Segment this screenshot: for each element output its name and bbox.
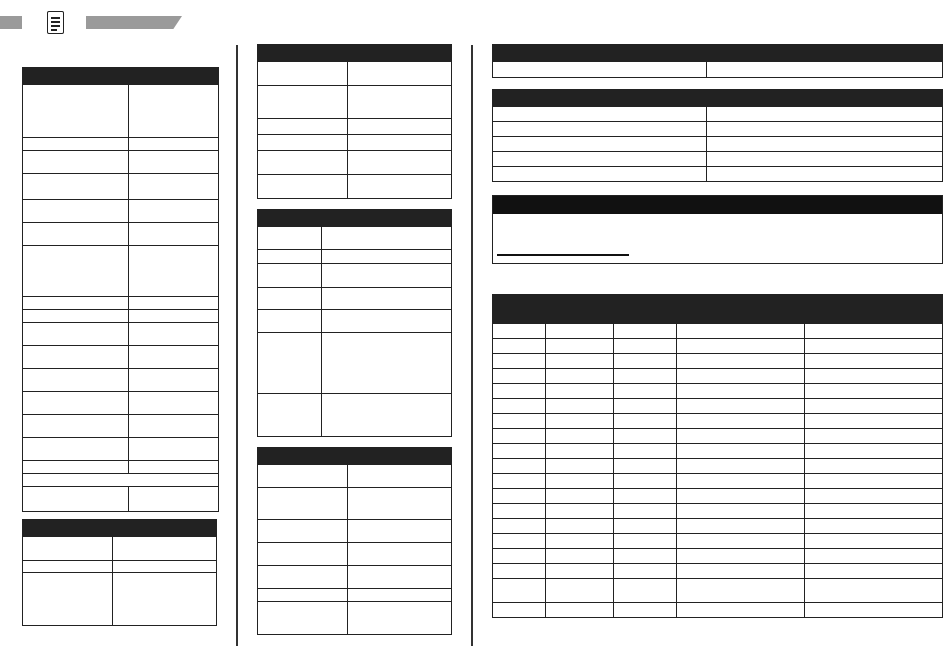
table-cell [493, 489, 546, 504]
table-cell [546, 603, 614, 618]
table-cell [493, 579, 546, 603]
table-cell [546, 474, 614, 489]
table-cell [546, 339, 614, 354]
table-cell [614, 519, 677, 534]
table-cell [805, 369, 943, 384]
table-cell [677, 414, 805, 429]
table-cell [805, 414, 943, 429]
table-cell [677, 384, 805, 399]
table-cell [677, 324, 805, 339]
table-row [493, 414, 943, 429]
table-cell [614, 324, 677, 339]
table-cell [677, 369, 805, 384]
table-cell [614, 429, 677, 444]
col2-table-b [257, 209, 452, 437]
table-cell [614, 603, 677, 618]
table-cell [805, 399, 943, 414]
table-cell [677, 459, 805, 474]
table-cell [677, 489, 805, 504]
col3-table-b [492, 89, 943, 182]
table-cell [677, 549, 805, 564]
table-cell [614, 354, 677, 369]
table-cell [493, 339, 546, 354]
table-cell [805, 429, 943, 444]
table-cell [805, 324, 943, 339]
table-cell [614, 444, 677, 459]
table-cell [493, 603, 546, 618]
table-row [493, 519, 943, 534]
table-cell [805, 444, 943, 459]
table-cell [546, 414, 614, 429]
column-divider-right [471, 45, 473, 646]
table-cell [493, 384, 546, 399]
table-cell [677, 474, 805, 489]
table-row [493, 459, 943, 474]
table-cell [677, 579, 805, 603]
table-row [493, 369, 943, 384]
table-cell [546, 459, 614, 474]
col2-table-c [257, 447, 452, 635]
table-cell [614, 534, 677, 549]
table-cell [677, 444, 805, 459]
document-icon [47, 11, 64, 34]
table-cell [546, 399, 614, 414]
table-row [493, 534, 943, 549]
table-cell [677, 534, 805, 549]
table-cell [493, 399, 546, 414]
table-cell [493, 534, 546, 549]
table-cell [805, 459, 943, 474]
header-right-tab [86, 16, 182, 29]
table-cell [805, 489, 943, 504]
table-cell [546, 534, 614, 549]
table-cell [546, 369, 614, 384]
table-cell [614, 414, 677, 429]
table-cell [677, 519, 805, 534]
table-cell [546, 519, 614, 534]
table-cell [493, 429, 546, 444]
table-cell [493, 474, 546, 489]
table-cell [493, 459, 546, 474]
table-cell [546, 579, 614, 603]
table-cell [677, 399, 805, 414]
table-cell [614, 339, 677, 354]
table-row [493, 549, 943, 564]
table-cell [805, 384, 943, 399]
table-cell [546, 504, 614, 519]
table-cell [614, 489, 677, 504]
table-cell [493, 414, 546, 429]
col3-data-table [492, 294, 943, 618]
table-cell [493, 504, 546, 519]
table-cell [546, 324, 614, 339]
col1-table-a [22, 67, 219, 512]
table-cell [546, 564, 614, 579]
table-cell [493, 564, 546, 579]
table-cell [546, 384, 614, 399]
table-cell [614, 384, 677, 399]
table-cell [677, 603, 805, 618]
table-cell [614, 474, 677, 489]
table-cell [614, 579, 677, 603]
table-row [493, 339, 943, 354]
table-cell [614, 459, 677, 474]
table-cell [614, 504, 677, 519]
table-row [493, 504, 943, 519]
table-row [493, 444, 943, 459]
table-cell [805, 579, 943, 603]
table-cell [493, 549, 546, 564]
table-cell [614, 399, 677, 414]
col2-table-a [257, 44, 452, 199]
note-box-underline [497, 254, 629, 256]
table-cell [805, 519, 943, 534]
table-row [493, 579, 943, 603]
table-cell [546, 549, 614, 564]
table-cell [493, 519, 546, 534]
table-cell [805, 534, 943, 549]
table-cell [805, 549, 943, 564]
table-row [493, 384, 943, 399]
col3-table-a [492, 44, 943, 78]
table-cell [546, 354, 614, 369]
table-row [493, 399, 943, 414]
note-box-header [493, 196, 942, 214]
table-row [493, 564, 943, 579]
column-divider-left [236, 45, 238, 646]
table-cell [493, 369, 546, 384]
table-cell [614, 564, 677, 579]
table-cell [546, 444, 614, 459]
table-cell [677, 339, 805, 354]
table-cell [805, 603, 943, 618]
table-cell [677, 564, 805, 579]
table-cell [677, 504, 805, 519]
table-row [493, 603, 943, 618]
table-cell [546, 429, 614, 444]
table-cell [805, 339, 943, 354]
table-cell [805, 504, 943, 519]
table-cell [805, 564, 943, 579]
table-row [493, 324, 943, 339]
table-row [493, 474, 943, 489]
table-cell [614, 549, 677, 564]
table-cell [546, 489, 614, 504]
table-row [493, 489, 943, 504]
header-left-tab [0, 16, 22, 29]
table-cell [614, 369, 677, 384]
table-cell [805, 474, 943, 489]
table-row [493, 354, 943, 369]
table-cell [493, 324, 546, 339]
table-cell [493, 354, 546, 369]
table-row [493, 429, 943, 444]
table-cell [493, 444, 546, 459]
table-cell [677, 354, 805, 369]
note-box [492, 195, 943, 264]
col1-table-b [22, 519, 217, 626]
table-cell [677, 429, 805, 444]
table-cell [805, 354, 943, 369]
